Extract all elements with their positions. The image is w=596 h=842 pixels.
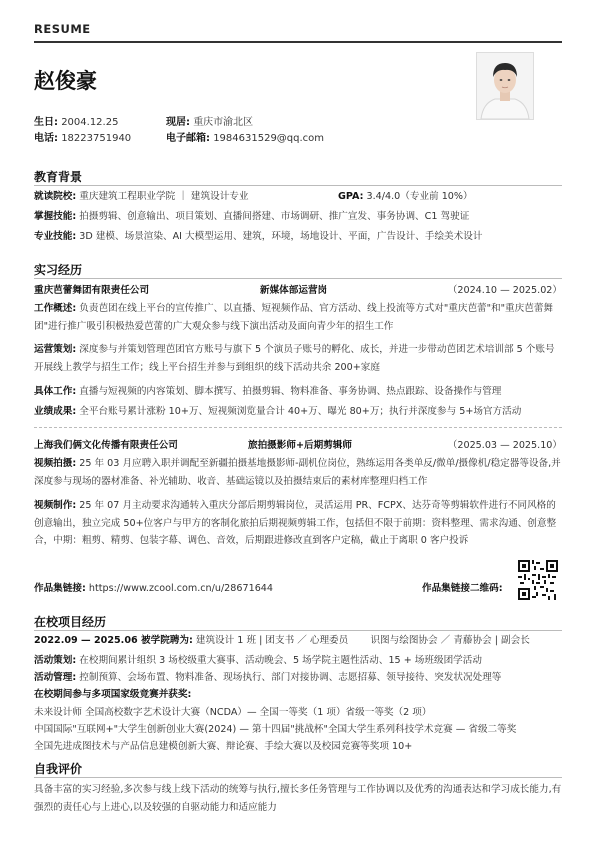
phone-row (34, 129, 131, 144)
job1-ops-text: 深度参与并策划管理芭团官方账号与旗下 5 个演员子账号的孵化、成长，并进一步带动芭团艺术培训部 5 个账号开展线上教学与招生工作；线上平台招生并参与到组织的线下活动共余 200+家庭 (34, 344, 555, 373)
resume-label: RESUME (34, 22, 91, 36)
candidate-name: 赵俊豪 (34, 69, 97, 93)
job2-role: 旅拍摄影师+后期剪辑师 (248, 440, 352, 451)
job2-shoot-text: 25 年 03 月应聘入职并调配至新疆拍摄基地摄影师-副机位岗位，熟练运用各类单反/微单/摄像机/稳定器等设备,并深度参与现场的器材准备、补光辅助、收音、基础运镜以及拍摄结束后的素材库整理归档工作 (34, 458, 561, 487)
competition-item-2: 中国国际"互联网+"大学生创新创业大赛(2024) — 第十四届"挑战杯"全国大学生系列科技学术竞赛 — 省级二等奖 (34, 724, 517, 735)
job-separator (34, 427, 562, 428)
campus-role-label: 2022.09 — 2025.06 被学院聘为: (34, 635, 193, 646)
job1-work-text: 直播与短视频的内容策划、脚本撰写、拍摄剪辑、物料准备、事务协调、热点跟踪、设备操作与管理 (79, 386, 502, 397)
portfolio-label: 作品集链接: (34, 583, 86, 594)
residence-value: 重庆市渝北区 (193, 117, 254, 128)
job1-result-label: 业绩成果: (34, 406, 77, 417)
job1-overview-text: 负责芭团在线上平台的宣传推广、以直播、短视频作品、官方活动、线上投流等方式对"重庆芭蕾"和"重庆芭蕾舞团"进行推广吸引积极热爱芭蕾的广大观众参与线下演出活动及面向青少年的招生工作 (34, 303, 554, 332)
qr-label: 作品集链接二维码: (422, 583, 503, 594)
evaluation-title: 自我评价 (34, 762, 83, 776)
job1-overview (34, 300, 564, 335)
gpa-group (338, 190, 473, 204)
email-value[interactable]: 1984631529@qq.com (213, 133, 325, 144)
skills-label: 掌握技能: (34, 211, 77, 222)
email-label: 电子邮箱: (166, 133, 210, 144)
campus-role-row (34, 634, 562, 648)
job2-make-label: 视频制作: (34, 500, 77, 511)
campus-title: 在校项目经历 (34, 615, 107, 629)
school-label: 就读院校: (34, 191, 77, 202)
job1-work (34, 385, 562, 399)
campus-divider (34, 630, 562, 631)
residence-label: 现居: (166, 117, 190, 128)
birth-value: 2004.12.25 (61, 117, 119, 128)
birth-label: 生日: (34, 117, 58, 128)
job2-period: （2025.03 — 2025.10） (447, 440, 562, 451)
pro-skills-row (34, 230, 562, 244)
evaluation-divider (34, 777, 562, 778)
job1-ops-label: 运营策划: (34, 344, 77, 355)
gpa-label: GPA: (338, 191, 364, 202)
competition-item-3: 全国先进成图技术与产品信息建模创新大赛、辩论赛、手绘大赛以及校园竞赛等奖项 10+ (34, 741, 413, 752)
competition-item-1: 未来设计师 全国高校数字艺术设计大赛（NCDA）— 全国一等奖（1 项）省级一等奖（2 项） (34, 707, 432, 718)
job1-role: 新媒体部运营岗 (260, 285, 328, 296)
education-divider (34, 185, 562, 186)
job2-make-text: 25 年 07 月主动要求沟通转入重庆分部后期剪辑岗位，灵活运用 PR、FCPX、达芬奇等剪辑软件进行不同风格的创意输出，独立完成 50+位客户与甲方的客制化旅拍后期视频剪辑工作，包括但不限于前期：资料整理、需求沟通、创意整合，中期：粗剪、精剪、包装字幕、调色、音效，后期跟进修改直到客户定稿，截止于离职 0 客户投诉 (34, 500, 557, 547)
school-row (34, 190, 562, 204)
job1-ops (34, 341, 564, 376)
pro-skills-value: 3D 建模、场景渲染、AI 大模型运用、建筑，环境，场地设计、平面，广告设计、手绘美术设计 (79, 231, 483, 242)
campus-manage-text: 控制预算、会场布置、物料准备、现场执行、部门对接协调、志愿招募、领导接待、突发状况处理等 (79, 672, 502, 683)
top-divider (34, 41, 562, 43)
job2-header (34, 437, 562, 451)
pro-skills-label: 专业技能: (34, 231, 77, 242)
job1-period: （2024.10 — 2025.02） (447, 285, 562, 296)
evaluation-text: 具备丰富的实习经验,多次参与线上线下活动的统筹与执行,擅长多任务管理与工作协调以及优秀的沟通表达和学习成长能力,有强烈的责任心与上进心,以及较强的自驱动能力和适应能力 (34, 784, 562, 813)
campus-role-text: 建筑设计 1 班 | 团支书 ／ 心理委员 识图与绘图协会 ／ 青藤协会 | 副会长 (195, 635, 530, 646)
job2-shoot (34, 455, 564, 490)
job1-work-label: 具体工作: (34, 386, 77, 397)
campus-manage-label: 活动管理: (34, 672, 77, 683)
internship-title: 实习经历 (34, 263, 83, 277)
campus-plan-text: 在校期间累计组织 3 场校级重大赛事、活动晚会、5 场学院主题性活动、15 + 场班级团学活动 (79, 655, 482, 666)
residence-row (166, 113, 253, 128)
education-title: 教育背景 (34, 170, 83, 184)
school-value: 重庆建筑工程职业学院 ｜ 建筑设计专业 (79, 191, 249, 202)
phone-label: 电话: (34, 133, 58, 144)
portfolio-link[interactable]: https://www.zcool.com.cn/u/28671644 (88, 583, 274, 594)
campus-plan-row (34, 654, 562, 668)
competition-title-row (34, 688, 562, 702)
skills-row (34, 210, 562, 224)
phone-value: 18223751940 (61, 133, 132, 144)
job2-make (34, 497, 564, 550)
email-row (166, 129, 324, 144)
birth-row (34, 113, 118, 128)
job2-shoot-label: 视频拍摄: (34, 458, 77, 469)
profile-photo (476, 52, 534, 120)
skills-value: 拍摄剪辑、创意输出、项目策划、直播间搭建、市场调研、推广宣发、事务协调、C1 驾驶证 (79, 211, 470, 222)
campus-manage-row (34, 671, 562, 685)
job1-result-text: 全平台账号累计涨粉 10+万、短视频浏览量合计 40+万、曝光 80+万；执行并深度参与 5+场官方活动 (79, 406, 522, 417)
job1-result (34, 405, 562, 419)
portfolio-row (34, 582, 273, 596)
internship-divider (34, 278, 562, 279)
job1-company: 重庆芭蕾舞团有限责任公司 (34, 285, 150, 296)
portfolio-qr-code[interactable] (518, 560, 558, 600)
competition-title: 在校期间参与多项国家级竞赛并获奖: (34, 689, 192, 700)
job1-overview-label: 工作概述: (34, 303, 77, 314)
campus-plan-label: 活动策划: (34, 655, 77, 666)
job1-header (34, 282, 562, 296)
job2-company: 上海我们俩文化传播有限责任公司 (34, 440, 178, 451)
qr-label-row (422, 582, 503, 596)
gpa-value: 3.4/4.0（专业前 10%） (366, 191, 473, 202)
